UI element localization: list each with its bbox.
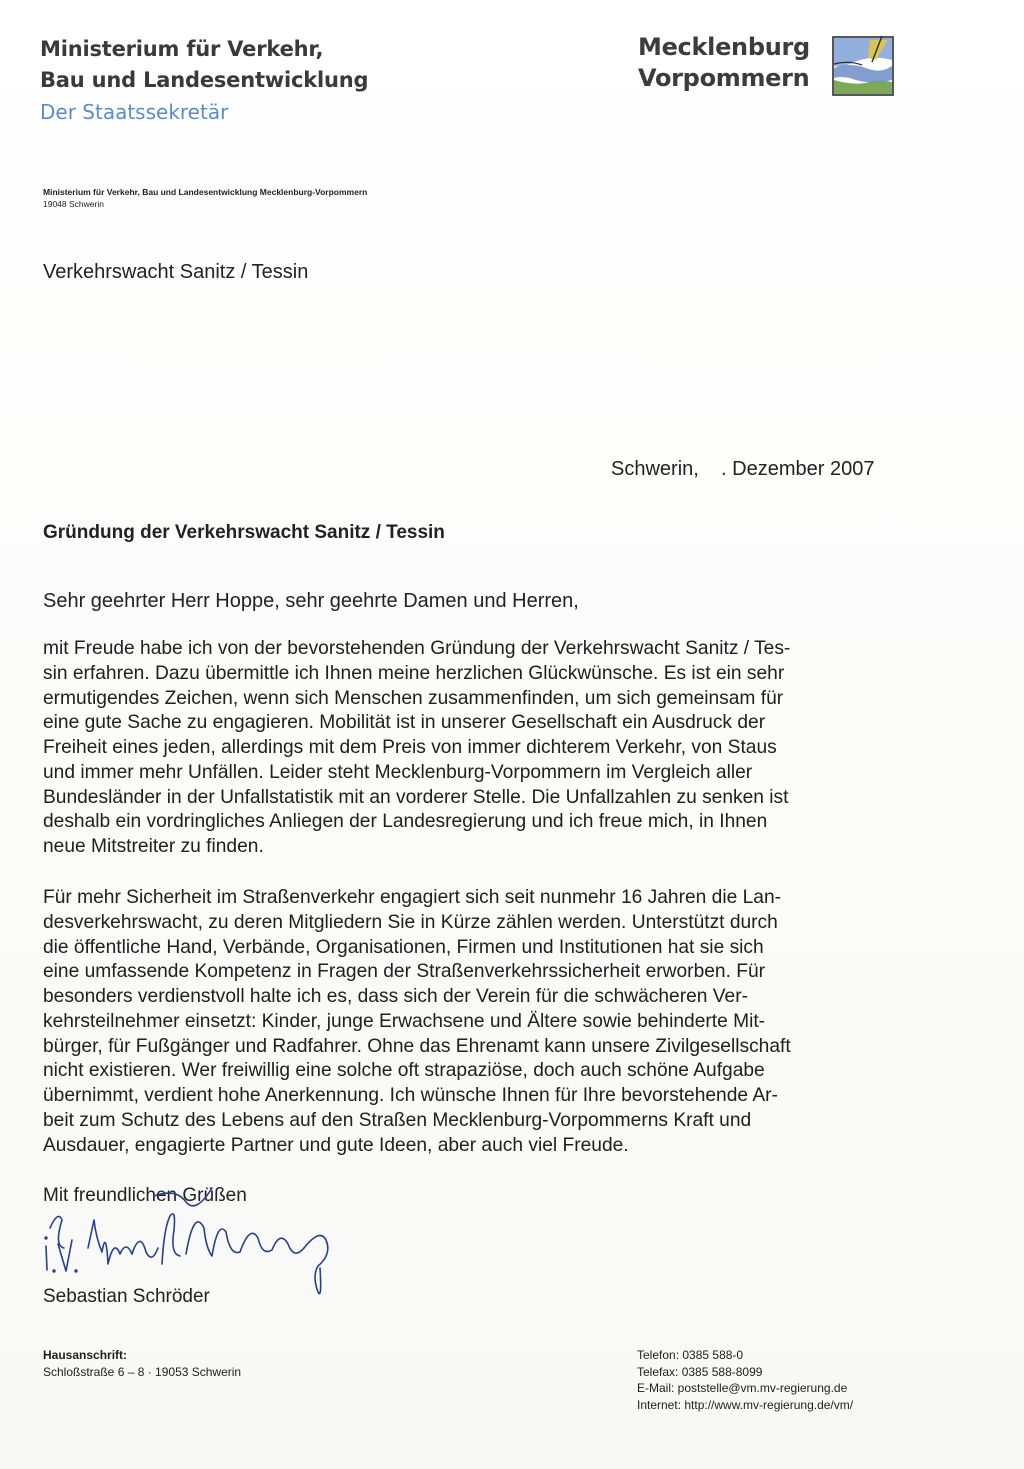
ministry-line-2: Bau und Landesentwicklung bbox=[40, 68, 369, 92]
date-place: Schwerin, bbox=[611, 458, 699, 480]
ministry-line-1: Ministerium für Verkehr, bbox=[40, 37, 324, 61]
date-line bbox=[611, 458, 874, 481]
address-label: Hausanschrift: bbox=[43, 1348, 128, 1362]
phone: Telefon: 0385 588-0 bbox=[637, 1348, 744, 1362]
ministry-heading bbox=[40, 34, 368, 96]
state-logo bbox=[638, 32, 900, 102]
text-line: und immer mehr Unfällen. Leider steht Mecklenburg-Vorpommern im Vergleich aller bbox=[43, 761, 753, 783]
body-paragraph-1 bbox=[43, 637, 790, 860]
fax: Telefax: 0385 588-8099 bbox=[637, 1364, 763, 1379]
text-line: eine gute Sache zu engagieren. Mobilität ist in unserer Gesellschaft ein Ausdruck der bbox=[43, 712, 766, 734]
text-line: besonders verdienstvoll halte ich es, dass sich der Verein für die schwächeren Ver- bbox=[43, 986, 748, 1007]
text-line: kehrsteilnehmer einsetzt: Kinder, junge Erwachsene und Ältere sowie behinderte Mit- bbox=[43, 1010, 766, 1032]
return-address-line-1: Ministerium für Verkehr, Bau und Landesentwicklung Mecklenburg-Vorpommern bbox=[43, 187, 368, 197]
text-line: mit Freude habe ich von der bevorstehenden Gründung der Verkehrswacht Sanitz / Tes- bbox=[43, 638, 791, 659]
address-value: Schloßstraße 6 – 8 · 19053 Schwerin bbox=[43, 1365, 242, 1379]
body-paragraph-2 bbox=[43, 886, 791, 1158]
state-name-line-2: Vorpommern bbox=[638, 64, 810, 92]
state-name-line-1: Mecklenburg bbox=[638, 33, 810, 61]
text-line: bürger, für Fußgänger und Radfahrer. Ohne das Ehrenamt kann unsere Zivilgesellschaft bbox=[43, 1035, 791, 1057]
return-address-line-2: 19048 Schwerin bbox=[43, 199, 104, 209]
return-address bbox=[43, 186, 367, 210]
ministry-subtitle: Der Staatssekretär bbox=[40, 100, 229, 124]
signer-name: Sebastian Schröder bbox=[43, 1286, 210, 1307]
subject-line: Gründung der Verkehrswacht Sanitz / Tessin bbox=[43, 522, 445, 543]
text-line: beit zum Schutz des Lebens auf den Straßen Mecklenburg-Vorpommerns Kraft und bbox=[43, 1109, 752, 1131]
text-line: übernimmt, verdient hohe Anerkennung. Ich wünsche Ihnen für Ihre bevorstehende Ar- bbox=[43, 1085, 778, 1106]
email-link[interactable]: E-Mail: poststelle@vm.mv-regierung.de bbox=[637, 1381, 848, 1395]
salutation: Sehr geehrter Herr Hoppe, sehr geehrte Damen und Herren, bbox=[43, 590, 579, 612]
text-line: ermutigendes Zeichen, wenn sich Menschen zusammenfinden, um sich gemeinsam für bbox=[43, 687, 784, 709]
text-line: eine umfassende Kompetenz in Fragen der Straßenverkehrssicherheit erworben. Für bbox=[43, 961, 766, 983]
text-line: Freiheit eines jeden, allerdings mit dem Preis von immer dichterem Verkehr, von Staus bbox=[43, 737, 777, 758]
website-link[interactable]: Internet: http://www.mv-regierung.de/vm/ bbox=[637, 1397, 854, 1412]
text-line: desverkehrswacht, zu deren Mitgliedern Sie in Kürze zählen werden. Unterstützt durch bbox=[43, 911, 778, 933]
text-line: nicht existieren. Wer freiwillig eine solche oft strapaziöse, doch auch schöne Aufgabe bbox=[43, 1060, 765, 1082]
recipient: Verkehrswacht Sanitz / Tessin bbox=[43, 261, 309, 283]
text-line: die öffentliche Hand, Verbände, Organisationen, Firmen und Institutionen hat sie sich bbox=[43, 936, 764, 958]
text-line: deshalb ein vordringliches Anliegen der Landesregierung und ich freue mich, in Ihnen bbox=[43, 811, 768, 833]
footer-contact bbox=[637, 1347, 853, 1413]
footer-address bbox=[43, 1347, 241, 1381]
handwritten-signature bbox=[36, 1168, 336, 1303]
state-name bbox=[638, 32, 810, 94]
text-line: neue Mitstreiter zu finden. bbox=[43, 836, 264, 857]
text-line: Ausdauer, engagierte Partner und gute Ideen, aber auch viel Freude. bbox=[43, 1134, 629, 1156]
text-line: Für mehr Sicherheit im Straßenverkehr engagiert sich seit nunmehr 16 Jahren die Lan- bbox=[43, 887, 782, 908]
closing: Mit freundlichen Grüßen bbox=[43, 1185, 247, 1206]
text-line: sin erfahren. Dazu übermittle ich Ihnen meine herzlichen Glückwünsche. Es ist ein sehr bbox=[43, 662, 785, 684]
date-rest: . Dezember 2007 bbox=[721, 458, 875, 480]
text-line: Bundesländer in der Unfallstatistik mit an vorderer Stelle. Die Unfallzahlen zu senken ist bbox=[43, 786, 789, 808]
state-emblem-icon bbox=[830, 34, 896, 98]
